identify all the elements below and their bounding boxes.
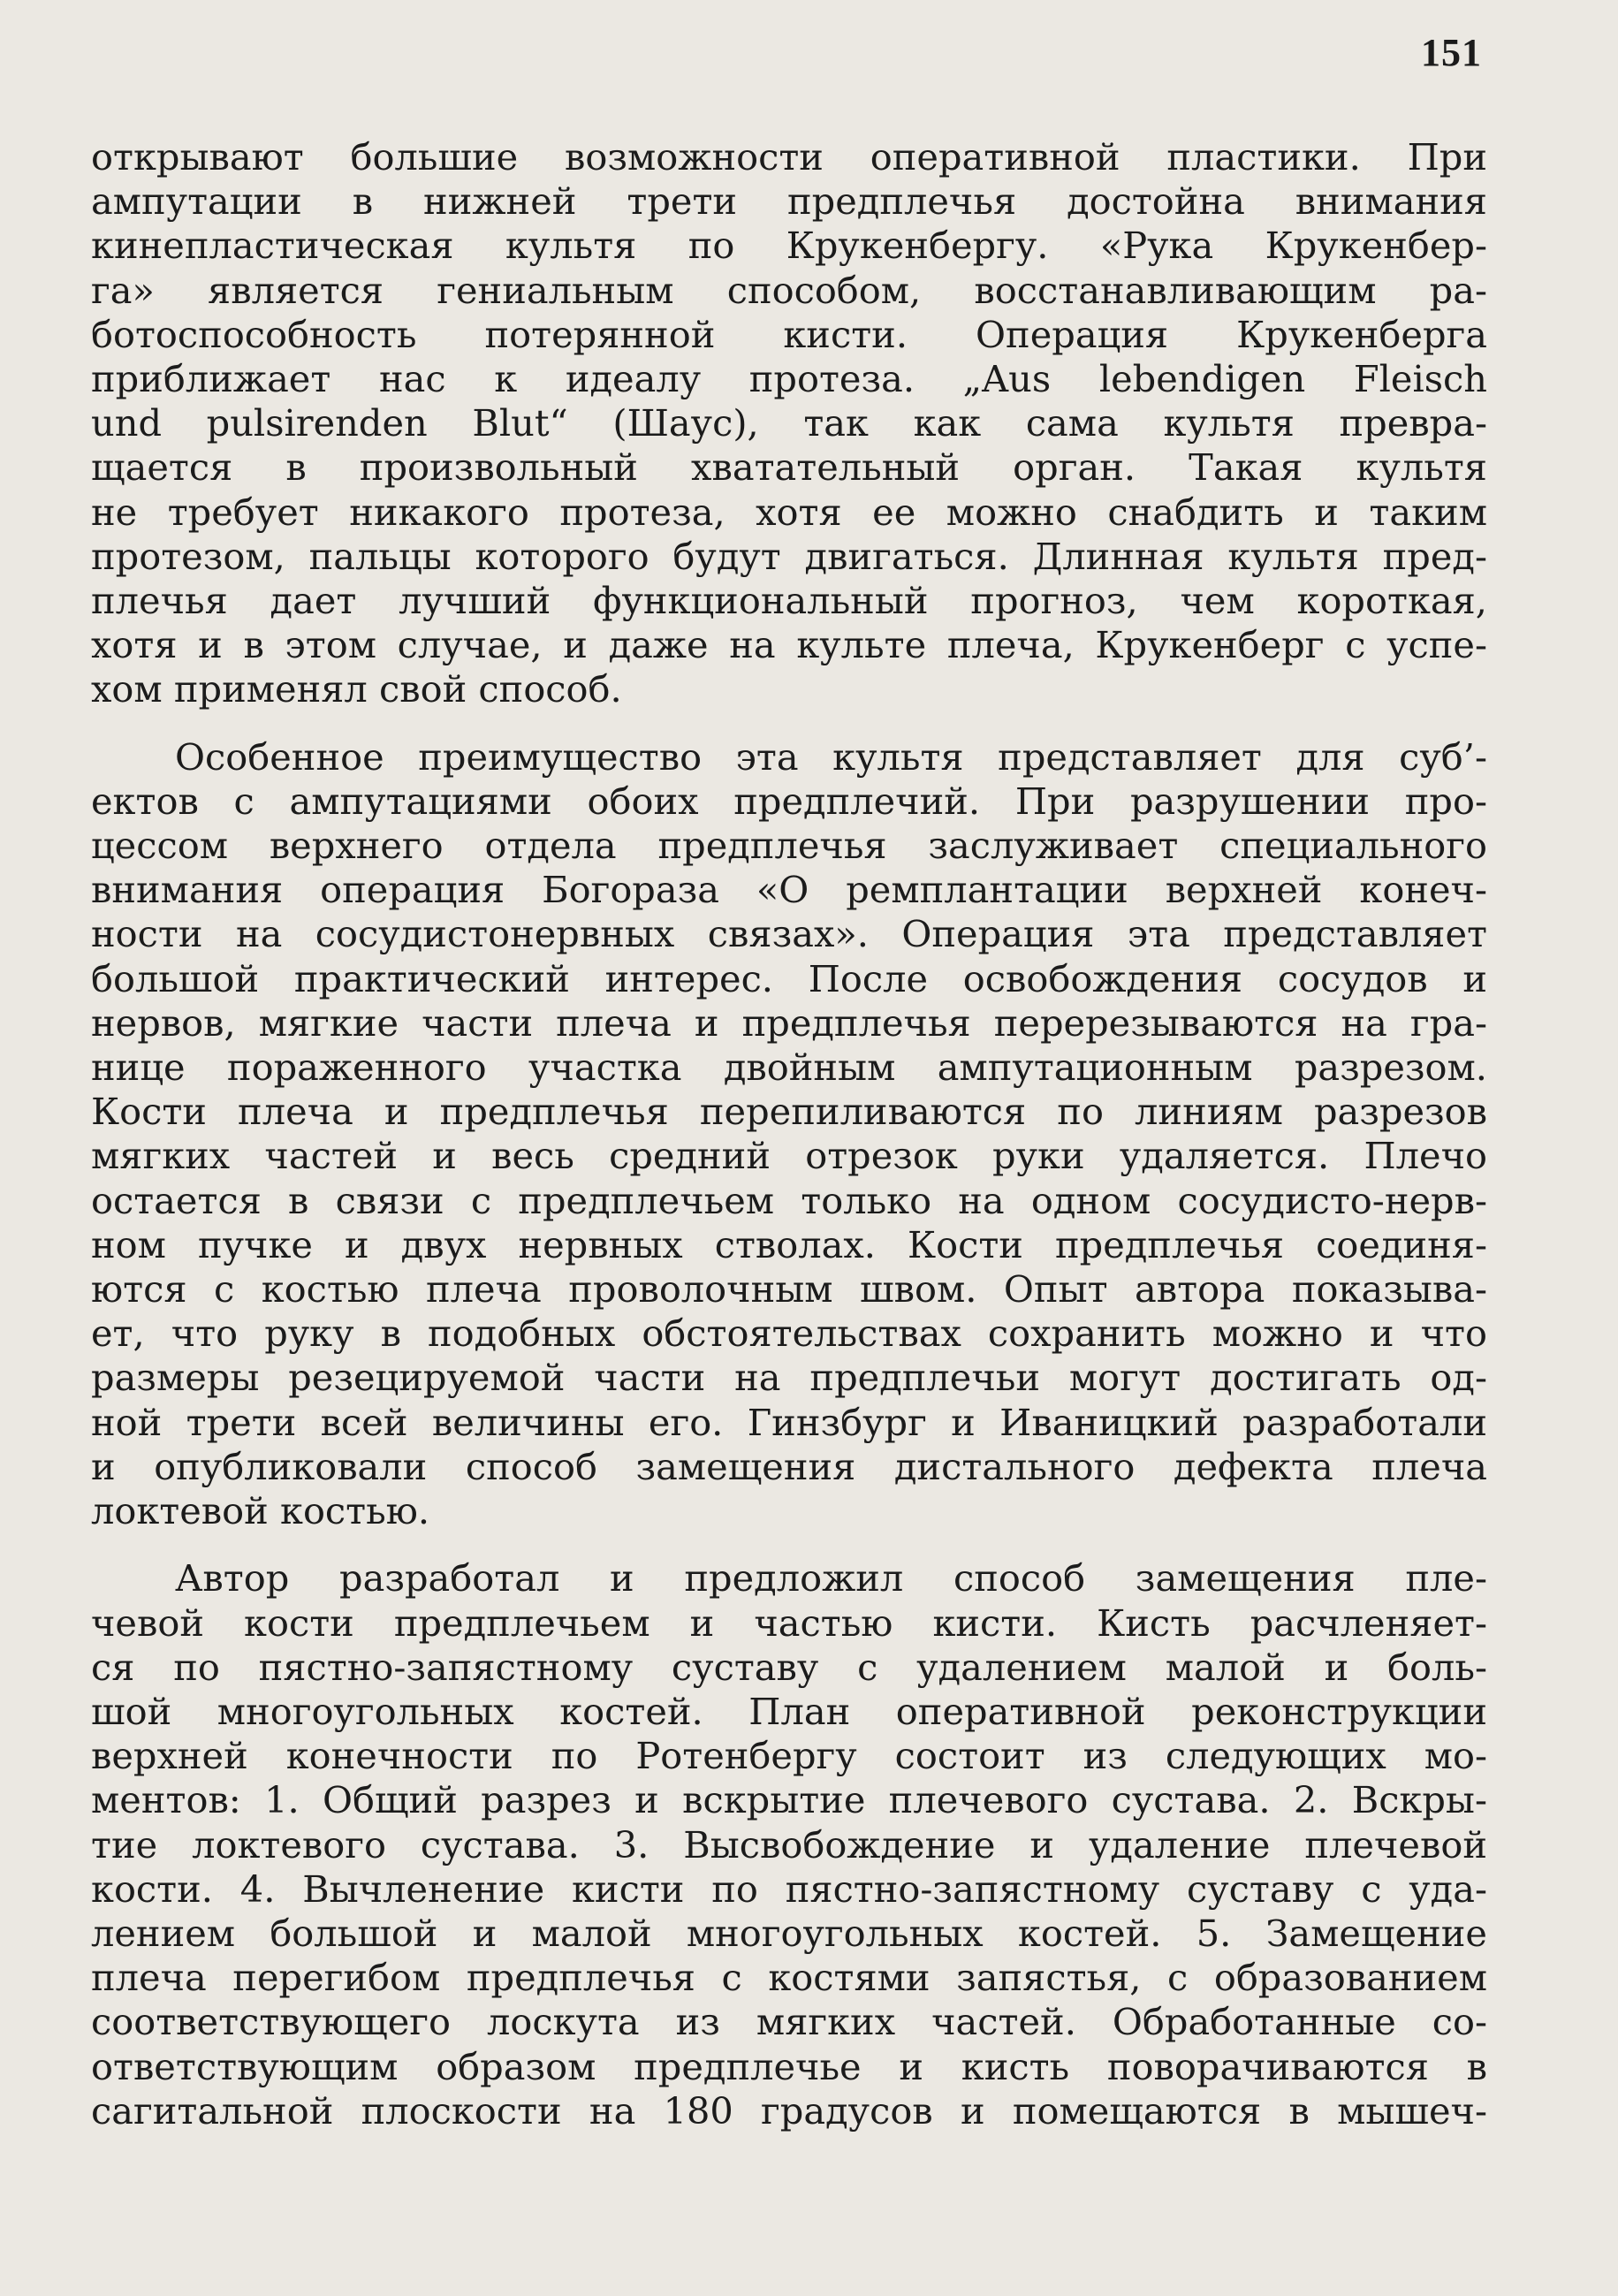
text-line: щается в произвольный хватательный орган. Такая культя — [91, 445, 1487, 490]
text-line: приближает нас к идеалу протеза. „Aus lebendigen Fleisch — [91, 357, 1487, 401]
text-line: Кости плеча и предплечья перепиливаются по линиям разрезов — [91, 1090, 1487, 1134]
text-line: тие локтевого сустава. 3. Высвобождение и удаление плечевой — [91, 1822, 1487, 1866]
text-line: ампутации в нижней трети предплечья достойна внимания — [91, 179, 1487, 224]
text-line: шой многоугольных костей. План оперативной реконструкции — [91, 1689, 1487, 1733]
text-line: и опубликовали способ замещения дистального дефекта плеча — [91, 1444, 1487, 1488]
body-text — [91, 135, 1487, 2133]
text-line: ном пучке и двух нервных стволах. Кости предплечья соединя- — [91, 1222, 1487, 1266]
text-line: мягких частей и весь средний отрезок руки удаляется. Плечо — [91, 1134, 1487, 1178]
text-line: локтевой костью. — [91, 1489, 430, 1533]
text-line: нице пораженного участка двойным ампутационным разрезом. — [91, 1045, 1487, 1090]
text-line: ектов с ампутациями обоих предплечий. При разрушении про- — [91, 779, 1487, 823]
text-line: ются с костью плеча проволочным швом. Опыт автора показыва- — [91, 1267, 1487, 1311]
text-line: кости. 4. Вычленение кисти по пястно-запястному суставу с уда- — [91, 1866, 1487, 1911]
text-line: верхней конечности по Ротенбергу состоит из следующих мо- — [91, 1734, 1487, 1778]
text-line: ся по пястно-запястному суставу с удалением малой и боль- — [91, 1645, 1487, 1689]
text-line: нервов, мягкие части плеча и предплечья перерезываются на гра- — [91, 1000, 1487, 1045]
text-line: Автор разработал и предложил способ замещения пле- — [175, 1556, 1487, 1600]
text-line: цессом верхнего отдела предплечья заслуживает специального — [91, 824, 1487, 868]
page-number: 151 — [1421, 31, 1482, 74]
text-line: остается в связи с предплечьем только на одном сосудисто-нерв- — [91, 1178, 1487, 1222]
text-line: большой практический интерес. После освобождения сосудов и — [91, 956, 1487, 1000]
text-line: не требует никакого протеза, хотя ее можно снабдить и таким — [91, 490, 1487, 534]
text-line: ной трети всей величины его. Гинзбург и Иваницкий разработали — [91, 1400, 1487, 1444]
text-line: Особенное преимущество эта культя представляет для суб’- — [175, 734, 1487, 779]
text-line: хом применял свой способ. — [91, 667, 622, 711]
text-line: und pulsirenden Blut“ (Шаус), так как сама культя превра- — [91, 401, 1487, 445]
text-line: плеча перегибом предплечья с костями запястья, с образованием — [91, 1956, 1487, 2000]
text-line: ности на сосудистонервных связах». Операция эта представляет — [91, 912, 1487, 956]
text-line: протезом, пальцы которого будут двигаться. Длинная культя пред- — [91, 534, 1487, 578]
text-line: размеры резецируемой части на предплечьи могут достигать од- — [91, 1356, 1487, 1400]
text-line: кинепластическая культя по Крукенбергу. «Рука Крукенбер- — [91, 224, 1487, 268]
text-line: хотя и в этом случае, и даже на культе плеча, Крукенберг с успе- — [91, 623, 1487, 667]
text-line: внимания операция Богораза «О ремплантации верхней конеч- — [91, 868, 1487, 912]
text-line: сагитальной плоскости на 180 градусов и помещаются в мышеч- — [91, 2088, 1487, 2133]
text-line: ет, что руку в подобных обстоятельствах сохранить можно и что — [91, 1311, 1487, 1356]
text-line: га» является гениальным способом, восстанавливающим ра- — [91, 268, 1487, 312]
text-line: ботоспособность потерянной кисти. Операция Крукенберга — [91, 312, 1487, 356]
text-line: лением большой и малой многоугольных костей. 5. Замещение — [91, 1911, 1487, 1955]
text-line: ментов: 1. Общий разрез и вскрытие плечевого сустава. 2. Вскры- — [91, 1778, 1487, 1822]
text-line: чевой кости предплечьем и частью кисти. Кисть расчленяет- — [91, 1600, 1487, 1645]
text-line: соответствующего лоскута из мягких частей. Обработанные со- — [91, 2000, 1487, 2044]
text-line: ответствующим образом предплечье и кисть поворачиваются в — [91, 2044, 1487, 2088]
text-line: плечья дает лучший функциональный прогноз, чем короткая, — [91, 579, 1487, 623]
text-line: открывают большие возможности оперативной пластики. При — [91, 135, 1487, 179]
